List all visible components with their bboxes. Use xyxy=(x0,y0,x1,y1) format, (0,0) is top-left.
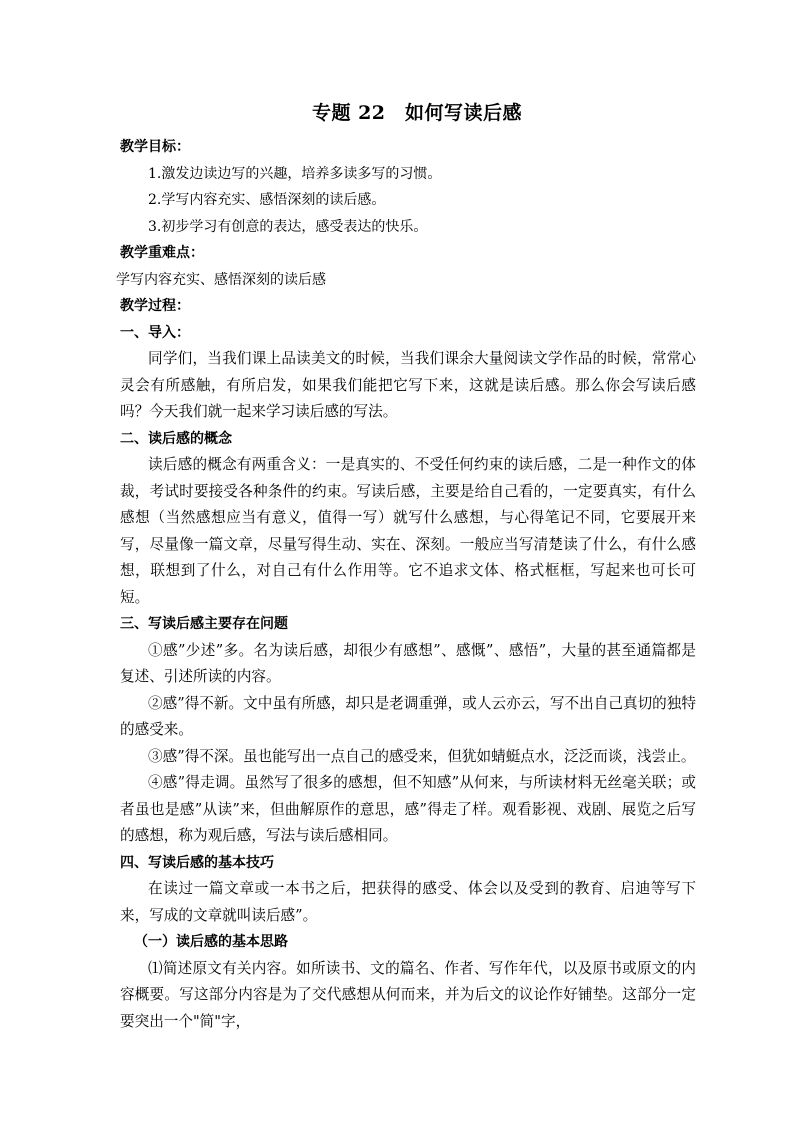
process-heading: 教学过程： xyxy=(120,298,190,314)
goals-heading: 教学目标： xyxy=(120,139,190,155)
document-body xyxy=(116,134,696,1035)
section-2-paragraph: 读后感的概念有两重含义：一是真实的、不受任何约束的读后感，二是一种作文的体裁，考试时要接受各种条件的约束。写读后感，主要是给自己看的，一定要真实，有什么感想（当然感想应当有意义，值得一写）就写什么感想，与心得笔记不同，它要展开来写，尽量像一篇文章，尽量写得生动、实在、深刻。一般应当写清楚读了什么，有什么感想，联想到了什么，对自己有什么作用等。它不追求文体、格式框框，写起来也可长可短。 xyxy=(120,456,696,606)
goal-item: 3.初步学习有创意的表达，感受表达的快乐。 xyxy=(148,218,428,235)
section-4-heading: 四、写读后感的基本技巧 xyxy=(120,854,274,871)
section-3-heading: 三、写读后感主要存在问题 xyxy=(120,616,288,632)
section-4-paragraph: 在读过一篇文章或一本书之后，把获得的感受、体会以及受到的教育、启迪等写下来，写成的文章就叫读后感”。 xyxy=(120,880,696,924)
page-title: 专题 22 如何写读后感 xyxy=(311,102,523,124)
key-text: 学写内容充实、感悟深刻的读后感 xyxy=(116,271,326,288)
key-heading: 教学重难点： xyxy=(120,245,204,261)
problem-item: ①感”少述”多。名为读后感，却很少有感想”、感慨”、感悟”，大量的甚至通篇都是复述、引述所读的内容。 xyxy=(120,641,696,685)
section-2-heading: 二、读后感的概念 xyxy=(120,430,232,447)
problem-item: ④感”得走调。虽然写了很多的感想，但不知感”从何来，与所读材料无丝毫关联；或者虽也是感”从读”来，但曲解原作的意思，感”得走了样。观看影视、戏剧、展览之后写的感想，称为观后感，写法与读后感相同。 xyxy=(120,774,696,844)
section-1-paragraph: 同学们，当我们课上品读美文的时候，当我们课余大量阅读文学作品的时候，常常心灵会有所感触，有所启发，如果我们能把它写下来，这就是读后感。那么你会写读后感吗？今天我们就一起来学习读后感的写法。 xyxy=(120,350,696,420)
problem-item: ③感”得不深。虽也能写出一点自己的感受来，但犹如蜻蜓点水，泛泛而谈，浅尝止。 xyxy=(148,747,696,765)
goal-item: 1.激发边读边写的兴趣，培养多读多写的习惯。 xyxy=(148,165,442,182)
section-4-subparagraph: ⑴简述原文有关内容。如所读书、文的篇名、作者、写作年代，以及原书或原文的内容概要。写这部分内容是为了交代感想从何而来，并为后文的议论作好铺垫。这部分一定要突出一个"简"字， xyxy=(120,959,696,1030)
problem-item: ②感”得不新。文中虽有所感，却只是老调重弹，或人云亦云，写不出自己真切的独特的感受来。 xyxy=(120,694,696,738)
goal-item: 2.学写内容充实、感悟深刻的读后感。 xyxy=(148,192,386,208)
section-1-heading: 一、导入： xyxy=(120,324,190,341)
section-4-subheading: （一）读后感的基本思路 xyxy=(134,934,288,950)
